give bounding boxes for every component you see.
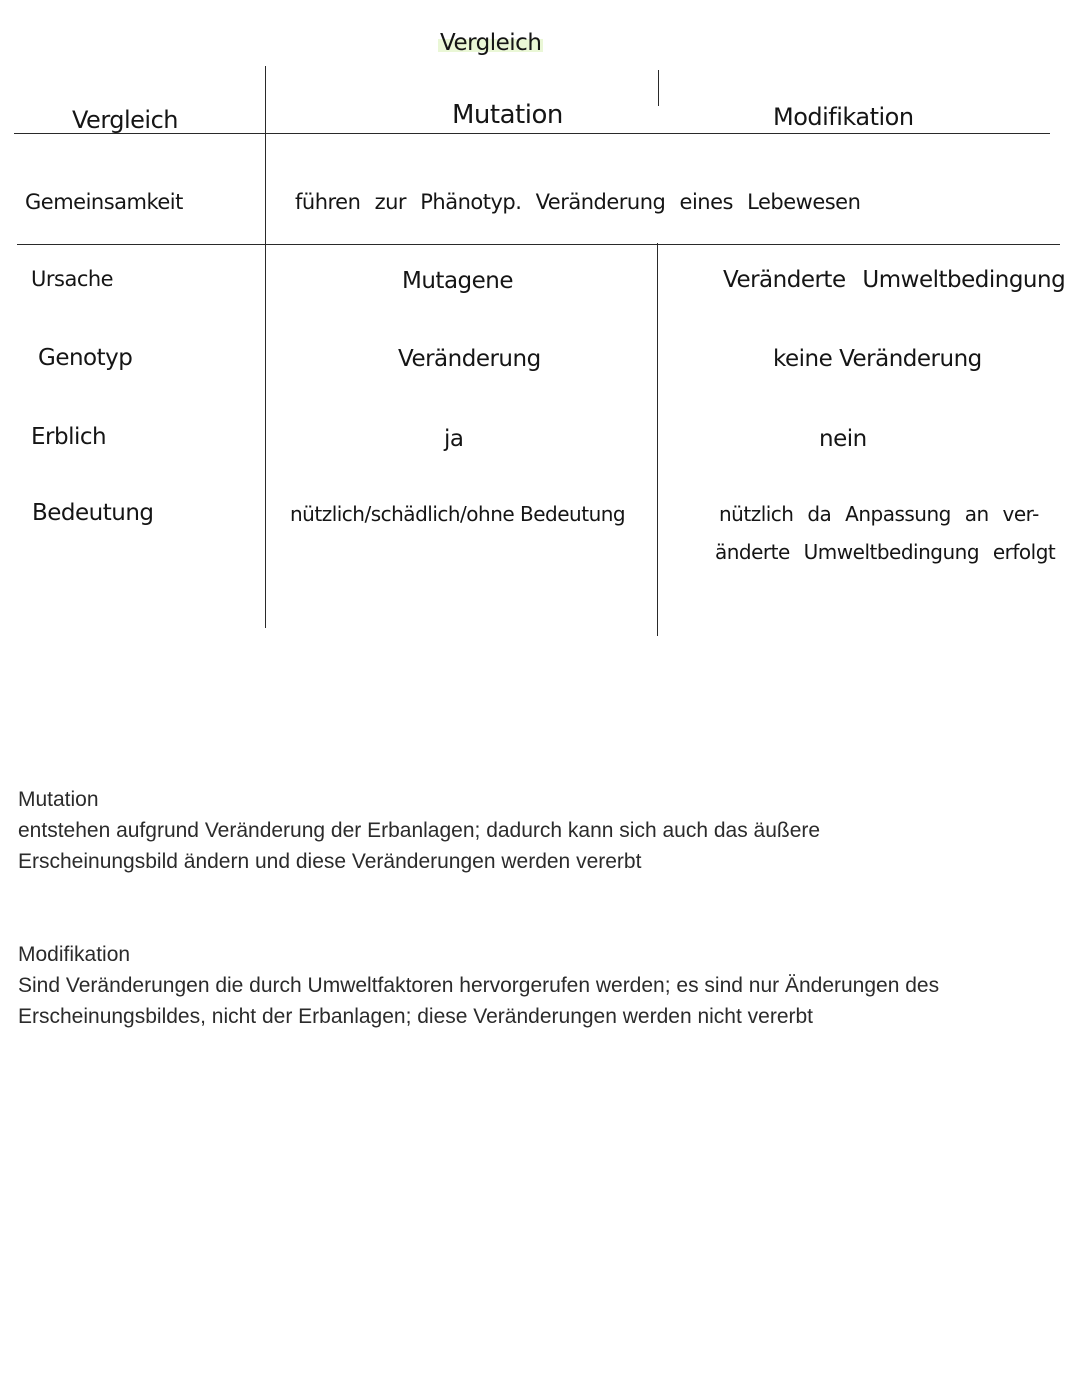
cell-genotyp-mutation: Veränderung [398, 346, 541, 372]
row-label-genotyp: Genotyp [38, 345, 133, 371]
cell-genotyp-modifikation: keine Veränderung [773, 346, 982, 372]
definition-mutation-line2: Erscheinungsbild ändern und diese Veränderungen werden vererbt [18, 850, 642, 873]
table-row-rule [17, 244, 1060, 245]
definition-modifikation-heading: Modifikation [18, 943, 131, 966]
cell-erblich-modifikation: nein [819, 426, 867, 452]
page-title: Vergleich [440, 30, 542, 56]
table-header-tick [658, 70, 659, 106]
cell-ursache-mutation: Mutagene [402, 268, 514, 294]
cell-ursache-modifikation: Veränderte Umweltbedingung [723, 267, 1066, 293]
cell-bedeutung-modifikation-line2: änderte Umweltbedingung erfolgt [715, 540, 1056, 564]
definition-mutation-heading: Mutation [18, 788, 99, 811]
definition-mutation [18, 784, 1063, 877]
cell-gemeinsamkeit: führen zur Phänotyp. Veränderung eines Lebewesen [295, 190, 861, 214]
cell-bedeutung-mutation: nützlich/schädlich/ohne Bedeutung [290, 502, 626, 526]
table-left-divider [265, 66, 266, 628]
column-header-modifikation: Modifikation [773, 103, 914, 131]
row-label-bedeutung: Bedeutung [32, 500, 154, 526]
cell-erblich-mutation: ja [444, 426, 464, 452]
definition-modifikation-line1: Sind Veränderungen die durch Umweltfaktoren hervorgerufen werden; es sind nur Änderungen des [18, 974, 940, 997]
row-label-gemeinsamkeit: Gemeinsamkeit [25, 190, 183, 214]
table-middle-divider [657, 243, 658, 636]
cell-bedeutung-modifikation-line1: nützlich da Anpassung an ver- [719, 502, 1039, 526]
definition-mutation-line1: entstehen aufgrund Veränderung der Erbanlagen; dadurch kann sich auch das äußere [18, 819, 821, 842]
column-header-mutation: Mutation [452, 100, 563, 130]
table-corner-label: Vergleich [72, 106, 179, 134]
definition-modifikation-line2: Erscheinungsbildes, nicht der Erbanlagen; diese Veränderungen werden nicht vererbt [18, 1005, 814, 1028]
row-label-ursache: Ursache [31, 267, 114, 291]
definition-modifikation [18, 939, 1063, 1032]
row-label-erblich: Erblich [31, 424, 107, 450]
